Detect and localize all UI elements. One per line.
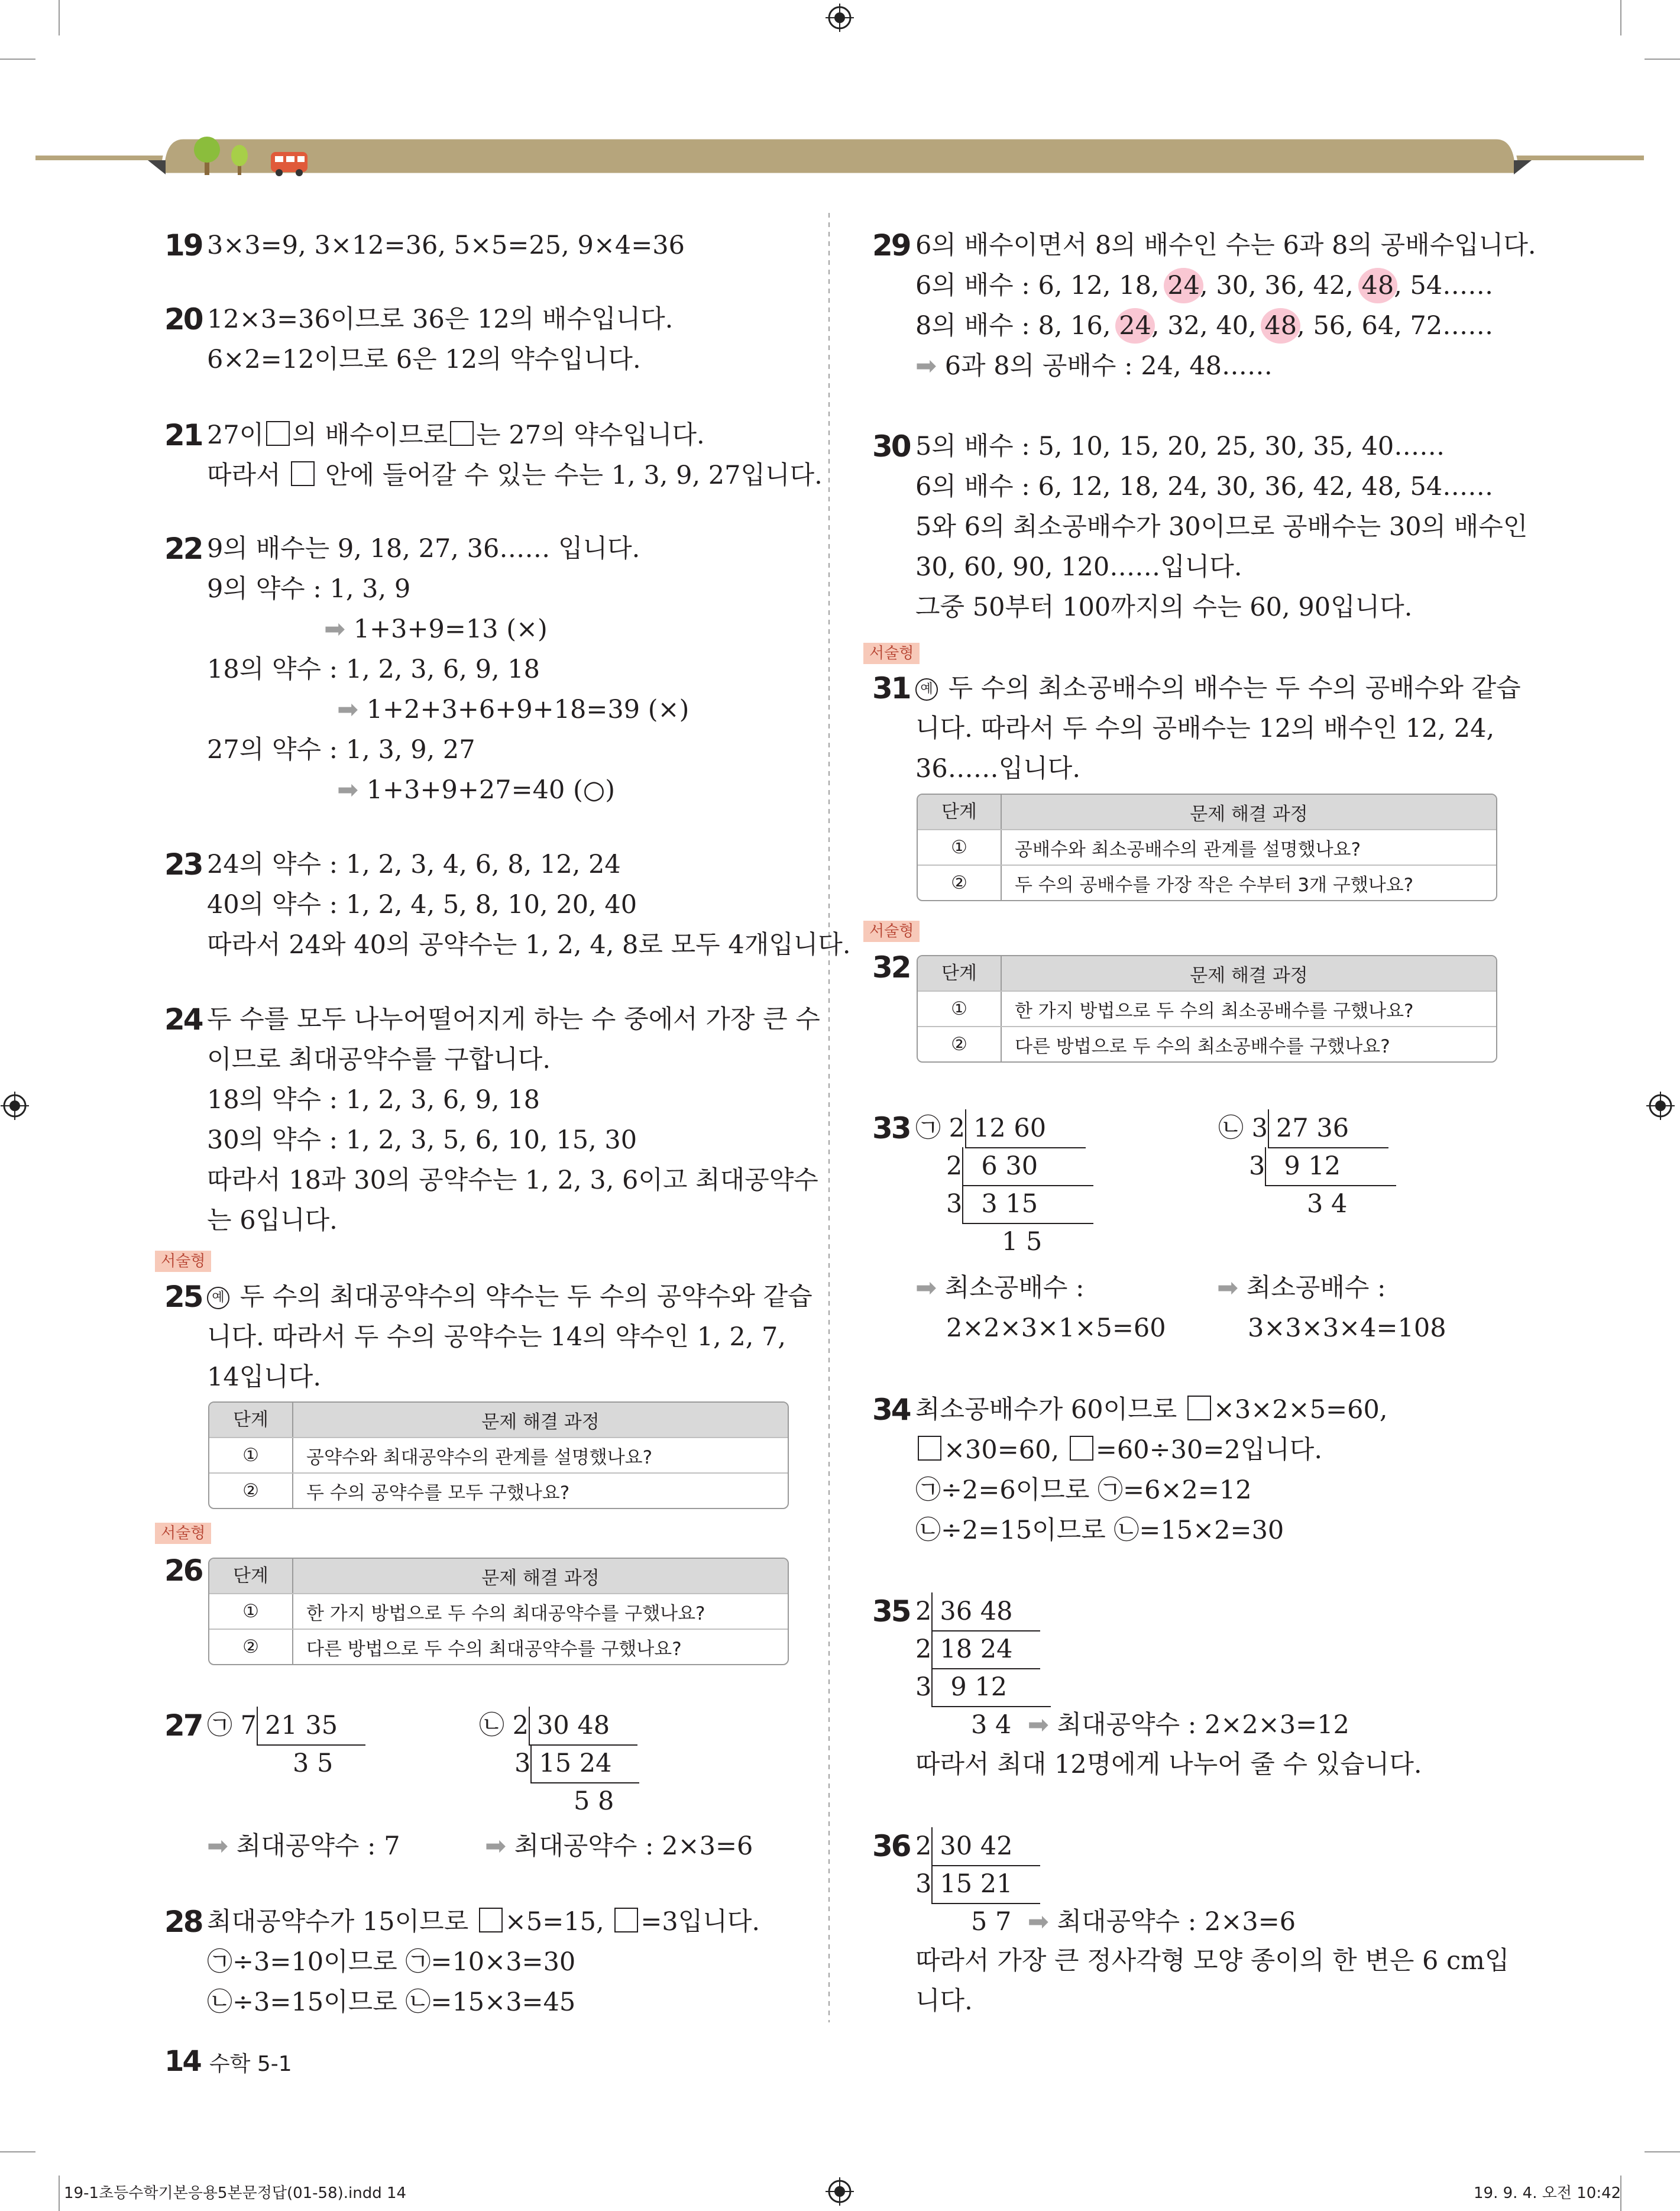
blank-box bbox=[479, 1908, 503, 1932]
text: 최대공약수 : 2×3=6 bbox=[514, 1831, 753, 1861]
divisor: 2 bbox=[949, 1113, 966, 1143]
step-cell: ② bbox=[209, 1630, 293, 1664]
answer-line bbox=[207, 1904, 760, 1940]
print-file-name: 19-1초등수학기본응용5본문정답(01-58).indd 14 bbox=[64, 2184, 407, 2202]
step-cell: ② bbox=[209, 1474, 293, 1508]
step-cell: ① bbox=[918, 830, 1002, 865]
answer-line: 6×2=12이므로 6은 12의 약수입니다. bbox=[207, 345, 641, 374]
divisor: 2 bbox=[946, 1151, 963, 1181]
arrow-right-icon: ➡ bbox=[1027, 1710, 1049, 1740]
text: 의 배수이므로 bbox=[292, 420, 448, 450]
divisor: 2 bbox=[915, 1597, 932, 1626]
text: 두 수의 최소공배수의 배수는 두 수의 공배수와 같습 bbox=[948, 674, 1521, 703]
question-number: 35 bbox=[872, 1594, 910, 1629]
text: , 32, 40, bbox=[1151, 311, 1257, 341]
step-cell: ① bbox=[209, 1438, 293, 1472]
dividend: 18 24 bbox=[931, 1630, 1040, 1669]
page-number: 14 bbox=[164, 2045, 200, 2078]
quotient: 3 4 bbox=[971, 1710, 1012, 1740]
question-number: 23 bbox=[164, 847, 202, 882]
answer-line: 따라서 최대 12명에게 나누어 줄 수 있습니다. bbox=[915, 1750, 1422, 1779]
process-header: 문제 해결 과정 bbox=[1190, 964, 1308, 986]
dividend: 30 48 bbox=[529, 1707, 637, 1746]
divisor: 3 bbox=[946, 1189, 963, 1219]
text: ×3×2×5=60, bbox=[1213, 1395, 1388, 1425]
descriptive-tag: 서술형 bbox=[863, 643, 920, 664]
rubric-table bbox=[917, 794, 1497, 901]
answer-line bbox=[337, 692, 689, 727]
text: 6의 배수 : 6, 12, 18, bbox=[915, 271, 1160, 300]
header-banner bbox=[35, 133, 1644, 180]
example-icon: 예 bbox=[915, 678, 938, 701]
answer-line: 36……입니다. bbox=[915, 754, 1080, 784]
answer-line: 그중 50부터 100까지의 수는 60, 90입니다. bbox=[915, 593, 1413, 622]
answer-line bbox=[915, 348, 1273, 384]
answer-line: 이므로 최대공약수를 구합니다. bbox=[207, 1045, 551, 1074]
rubric-table bbox=[208, 1558, 789, 1665]
dividend: 3 15 bbox=[962, 1185, 1093, 1224]
table-row bbox=[918, 990, 1496, 1026]
text: 1+3+9=13 (×) bbox=[353, 614, 548, 644]
quotient: 3 4 bbox=[1307, 1189, 1348, 1219]
answer-line: 5와 6의 최소공배수가 30이므로 공배수는 30의 배수인 bbox=[915, 512, 1528, 542]
text: 는 27의 약수입니다. bbox=[476, 420, 705, 450]
step-cell: ② bbox=[918, 866, 1002, 900]
arrow-right-icon: ➡ bbox=[485, 1831, 507, 1861]
division bbox=[915, 1827, 1296, 1941]
answer-line bbox=[337, 772, 615, 808]
answer-line bbox=[1217, 1270, 1386, 1306]
question-number: 31 bbox=[872, 671, 910, 705]
answer-line bbox=[207, 458, 823, 493]
answer-line: 6의 배수 : 6, 12, 18, 24, 30, 36, 42, 48, 54…… bbox=[915, 472, 1494, 501]
question-number: 21 bbox=[164, 418, 202, 452]
table-header bbox=[918, 795, 1496, 829]
answer-line: 24의 약수 : 1, 2, 3, 4, 6, 8, 12, 24 bbox=[207, 850, 621, 879]
answer-line: 5의 배수 : 5, 10, 15, 20, 25, 30, 35, 40…… bbox=[915, 432, 1445, 461]
table-row bbox=[209, 1472, 788, 1508]
step-cell: ① bbox=[918, 992, 1002, 1026]
text: ×5=15, bbox=[504, 1907, 604, 1937]
table-row bbox=[918, 865, 1496, 900]
descriptive-tag: 서술형 bbox=[155, 1251, 211, 1272]
dividend: 15 21 bbox=[931, 1865, 1040, 1904]
answer-line: 따라서 18과 30의 공약수는 1, 2, 3, 6이고 최대공약수 bbox=[207, 1166, 818, 1195]
table-header bbox=[209, 1403, 788, 1437]
answer-line: ㉠÷3=10이므로 ㉠=10×3=30 bbox=[207, 1947, 576, 1977]
text: 최소공배수 : bbox=[944, 1273, 1085, 1303]
question-number: 28 bbox=[164, 1905, 202, 1939]
step-header: 단계 bbox=[918, 795, 1002, 829]
step-header: 단계 bbox=[918, 956, 1002, 990]
divisor: 2 bbox=[915, 1634, 932, 1664]
registration-mark-bottom-icon bbox=[826, 2177, 854, 2206]
division-a bbox=[207, 1707, 365, 1782]
arrow-right-icon: ➡ bbox=[207, 1831, 229, 1861]
text: 두 수의 최대공약수의 약수는 두 수의 공약수와 같습 bbox=[239, 1282, 813, 1312]
answer-line: 는 6입니다. bbox=[207, 1206, 338, 1235]
table-row bbox=[209, 1593, 788, 1629]
answer-line: 30, 60, 90, 120……입니다. bbox=[915, 552, 1242, 582]
division bbox=[915, 1592, 1349, 1744]
divisor: 3 bbox=[1251, 1113, 1268, 1143]
arrow-right-icon: ➡ bbox=[1027, 1907, 1049, 1937]
text: , 54…… bbox=[1394, 271, 1494, 300]
text: 최대공약수 : 2×2×3=12 bbox=[1057, 1710, 1349, 1740]
table-row bbox=[918, 829, 1496, 865]
table-header bbox=[209, 1559, 788, 1593]
table-row bbox=[209, 1437, 788, 1472]
answer-line bbox=[207, 1828, 400, 1864]
label: ㉠ bbox=[207, 1711, 232, 1740]
dividend: 30 42 bbox=[931, 1827, 1040, 1866]
text: =3입니다. bbox=[640, 1907, 760, 1937]
answer-line: 따라서 가장 큰 정사각형 모양 종이의 한 변은 6 cm입 bbox=[915, 1946, 1510, 1976]
text: 안에 들어갈 수 있는 수는 1, 3, 9, 27입니다. bbox=[325, 461, 823, 490]
answer-line: 2×2×3×1×5=60 bbox=[946, 1313, 1166, 1343]
question-number: 20 bbox=[164, 302, 202, 336]
arrow-right-icon: ➡ bbox=[337, 775, 359, 805]
text: =60÷30=2입니다. bbox=[1095, 1435, 1323, 1465]
page-footer-label bbox=[164, 2044, 292, 2079]
answer-line bbox=[915, 671, 1521, 706]
dividend: 27 36 bbox=[1268, 1109, 1388, 1148]
question-number: 34 bbox=[872, 1393, 910, 1427]
answer-line: 30의 약수 : 1, 2, 3, 5, 6, 10, 15, 30 bbox=[207, 1125, 637, 1155]
process-cell: 한 가지 방법으로 두 수의 최대공약수를 구했나요? bbox=[306, 1603, 705, 1624]
answer-line bbox=[207, 417, 705, 453]
answer-line: 18의 약수 : 1, 2, 3, 6, 9, 18 bbox=[207, 1085, 540, 1115]
process-header: 문제 해결 과정 bbox=[1190, 803, 1308, 825]
blank-box bbox=[266, 421, 290, 446]
question-number: 30 bbox=[872, 429, 910, 464]
blank-box bbox=[450, 421, 474, 446]
divisor: 3 bbox=[915, 1869, 932, 1899]
text: 최대공약수 : 7 bbox=[236, 1831, 400, 1861]
answer-line: ㉠÷2=6이므로 ㉠=6×2=12 bbox=[915, 1475, 1252, 1505]
process-cell: 다른 방법으로 두 수의 최대공약수를 구했나요? bbox=[306, 1638, 682, 1660]
column-divider bbox=[828, 213, 830, 2022]
table-row bbox=[918, 1026, 1496, 1061]
answer-line bbox=[915, 1392, 1387, 1427]
blank-box bbox=[918, 1436, 941, 1461]
answer-line: 9의 배수는 9, 18, 27, 36…… 입니다. bbox=[207, 534, 640, 564]
registration-mark-right-icon bbox=[1646, 1092, 1675, 1120]
text: , 30, 36, 42, bbox=[1200, 271, 1354, 300]
division-b bbox=[1218, 1109, 1396, 1223]
arrow-right-icon: ➡ bbox=[324, 614, 346, 644]
highlight: 48 bbox=[1261, 308, 1300, 344]
text: 최소공배수가 60이므로 bbox=[915, 1395, 1177, 1425]
table-row bbox=[209, 1629, 788, 1664]
answer-line bbox=[485, 1828, 753, 1864]
answer-line bbox=[915, 308, 1493, 344]
arrow-right-icon: ➡ bbox=[1217, 1273, 1239, 1303]
blank-box bbox=[1187, 1396, 1211, 1420]
blank-box bbox=[1070, 1436, 1093, 1461]
quotient: 1 5 bbox=[1002, 1227, 1043, 1257]
step-cell: ① bbox=[209, 1594, 293, 1629]
dividend: 21 35 bbox=[257, 1707, 365, 1746]
answer-line: ㉡÷3=15이므로 ㉡=15×3=45 bbox=[207, 1987, 576, 2017]
question-number: 19 bbox=[164, 228, 202, 263]
registration-mark-top-icon bbox=[826, 4, 854, 32]
text: 최대공약수 : 2×3=6 bbox=[1057, 1907, 1296, 1937]
descriptive-tag: 서술형 bbox=[155, 1523, 211, 1544]
descriptive-tag: 서술형 bbox=[863, 921, 920, 942]
text: 6과 8의 공배수 : 24, 48…… bbox=[944, 351, 1273, 381]
example-icon: 예 bbox=[207, 1287, 229, 1309]
process-cell: 두 수의 공배수를 가장 작은 수부터 3개 구했나요? bbox=[1015, 874, 1414, 896]
answer-line bbox=[915, 268, 1493, 303]
text: 최소공배수 : bbox=[1246, 1273, 1386, 1303]
text: 1+2+3+6+9+18=39 (×) bbox=[366, 695, 690, 724]
registration-mark-left-icon bbox=[1, 1092, 29, 1120]
answer-line: 두 수를 모두 나누어떨어지게 하는 수 중에서 가장 큰 수 bbox=[207, 1005, 820, 1034]
division-b bbox=[479, 1707, 639, 1820]
text: 1+3+9+27=40 (○) bbox=[366, 775, 616, 805]
divisor: 7 bbox=[240, 1711, 257, 1740]
text: 따라서 bbox=[207, 461, 281, 490]
rubric-table bbox=[917, 955, 1497, 1063]
process-header: 문제 해결 과정 bbox=[481, 1411, 600, 1433]
question-number: 26 bbox=[164, 1553, 202, 1588]
divisor: 3 bbox=[1249, 1151, 1265, 1181]
quotient: 5 8 bbox=[574, 1786, 614, 1816]
answer-line: 12×3=36이므로 36은 12의 배수입니다. bbox=[207, 305, 674, 334]
answer-line: 니다. 따라서 두 수의 공약수는 14의 약수인 1, 2, 7, bbox=[207, 1322, 786, 1352]
process-cell: 다른 방법으로 두 수의 최소공배수를 구했나요? bbox=[1015, 1035, 1390, 1057]
arrow-right-icon: ➡ bbox=[337, 695, 359, 724]
text: 최대공약수가 15이므로 bbox=[207, 1907, 469, 1937]
division-a bbox=[915, 1109, 1093, 1261]
dividend: 12 60 bbox=[965, 1109, 1086, 1148]
divisor: 3 bbox=[915, 1672, 932, 1702]
divisor: 3 bbox=[514, 1749, 531, 1778]
answer-line: 27의 약수 : 1, 3, 9, 27 bbox=[207, 735, 475, 765]
label: ㉡ bbox=[479, 1711, 504, 1740]
question-number: 22 bbox=[164, 532, 202, 566]
text: , 56, 64, 72…… bbox=[1297, 311, 1494, 341]
dividend: 36 48 bbox=[931, 1592, 1040, 1631]
answer-line: 따라서 24와 40의 공약수는 1, 2, 4, 8로 모두 4개입니다. bbox=[207, 930, 851, 960]
question-number: 25 bbox=[164, 1280, 202, 1314]
arrow-right-icon: ➡ bbox=[915, 1273, 937, 1303]
question-number: 36 bbox=[872, 1829, 910, 1863]
answer-line bbox=[915, 1270, 1085, 1306]
step-header: 단계 bbox=[209, 1403, 293, 1437]
process-cell: 공약수와 최대공약수의 관계를 설명했나요? bbox=[306, 1446, 653, 1468]
step-cell: ② bbox=[918, 1027, 1002, 1061]
answer-line: 6의 배수이면서 8의 배수인 수는 6과 8의 공배수입니다. bbox=[915, 231, 1536, 260]
dividend: 9 12 bbox=[1265, 1147, 1396, 1186]
text: 27이 bbox=[207, 420, 264, 450]
text: 8의 배수 : 8, 16, bbox=[915, 311, 1111, 341]
print-date: 19. 9. 4. 오전 10:42 bbox=[1474, 2184, 1621, 2202]
answer-line: 14입니다. bbox=[207, 1362, 321, 1392]
highlight: 48 bbox=[1358, 268, 1398, 303]
blank-box bbox=[291, 461, 315, 486]
blank-box bbox=[614, 1908, 638, 1932]
rubric-table bbox=[208, 1401, 789, 1509]
answer-line: ㉡÷2=15이므로 ㉡=15×2=30 bbox=[915, 1516, 1284, 1545]
table-header bbox=[918, 956, 1496, 990]
question-number: 29 bbox=[872, 228, 910, 263]
highlight: 24 bbox=[1164, 268, 1203, 303]
process-cell: 두 수의 공약수를 모두 구했나요? bbox=[306, 1482, 570, 1504]
step-header: 단계 bbox=[209, 1559, 293, 1593]
subject-label: 수학 5-1 bbox=[209, 2052, 292, 2076]
label: ㉠ bbox=[915, 1113, 941, 1143]
process-header: 문제 해결 과정 bbox=[481, 1567, 600, 1589]
question-number: 32 bbox=[872, 950, 910, 985]
divisor: 2 bbox=[915, 1831, 932, 1861]
dividend: 15 24 bbox=[530, 1744, 639, 1783]
dividend: 9 12 bbox=[931, 1668, 1051, 1707]
question-number: 33 bbox=[872, 1111, 910, 1145]
process-cell: 공배수와 최소공배수의 관계를 설명했나요? bbox=[1015, 839, 1361, 860]
answer-line bbox=[915, 1432, 1322, 1468]
quotient: 5 7 bbox=[971, 1907, 1012, 1937]
answer-line bbox=[324, 611, 548, 647]
answer-line: 18의 약수 : 1, 2, 3, 6, 9, 18 bbox=[207, 655, 540, 684]
highlight: 24 bbox=[1115, 308, 1155, 344]
quotient: 3 5 bbox=[293, 1749, 334, 1778]
answer-line: 3×3×3×4=108 bbox=[1248, 1313, 1446, 1343]
dividend: 6 30 bbox=[962, 1147, 1093, 1186]
process-cell: 한 가지 방법으로 두 수의 최소공배수를 구했나요? bbox=[1015, 1000, 1414, 1022]
answer-line bbox=[207, 1279, 813, 1315]
text: ×30=60, bbox=[944, 1435, 1060, 1465]
label: ㉡ bbox=[1218, 1113, 1244, 1143]
answer-line: 3×3=9, 3×12=36, 5×5=25, 9×4=36 bbox=[207, 231, 685, 260]
answer-line: 니다. bbox=[915, 1986, 973, 2016]
divisor: 2 bbox=[512, 1711, 529, 1740]
question-number: 24 bbox=[164, 1002, 202, 1037]
question-number: 27 bbox=[164, 1708, 202, 1743]
answer-line: 니다. 따라서 두 수의 공배수는 12의 배수인 12, 24, bbox=[915, 714, 1495, 743]
answer-line: 40의 약수 : 1, 2, 4, 5, 8, 10, 20, 40 bbox=[207, 890, 637, 920]
answer-line: 9의 약수 : 1, 3, 9 bbox=[207, 574, 411, 604]
arrow-right-icon: ➡ bbox=[915, 351, 937, 381]
